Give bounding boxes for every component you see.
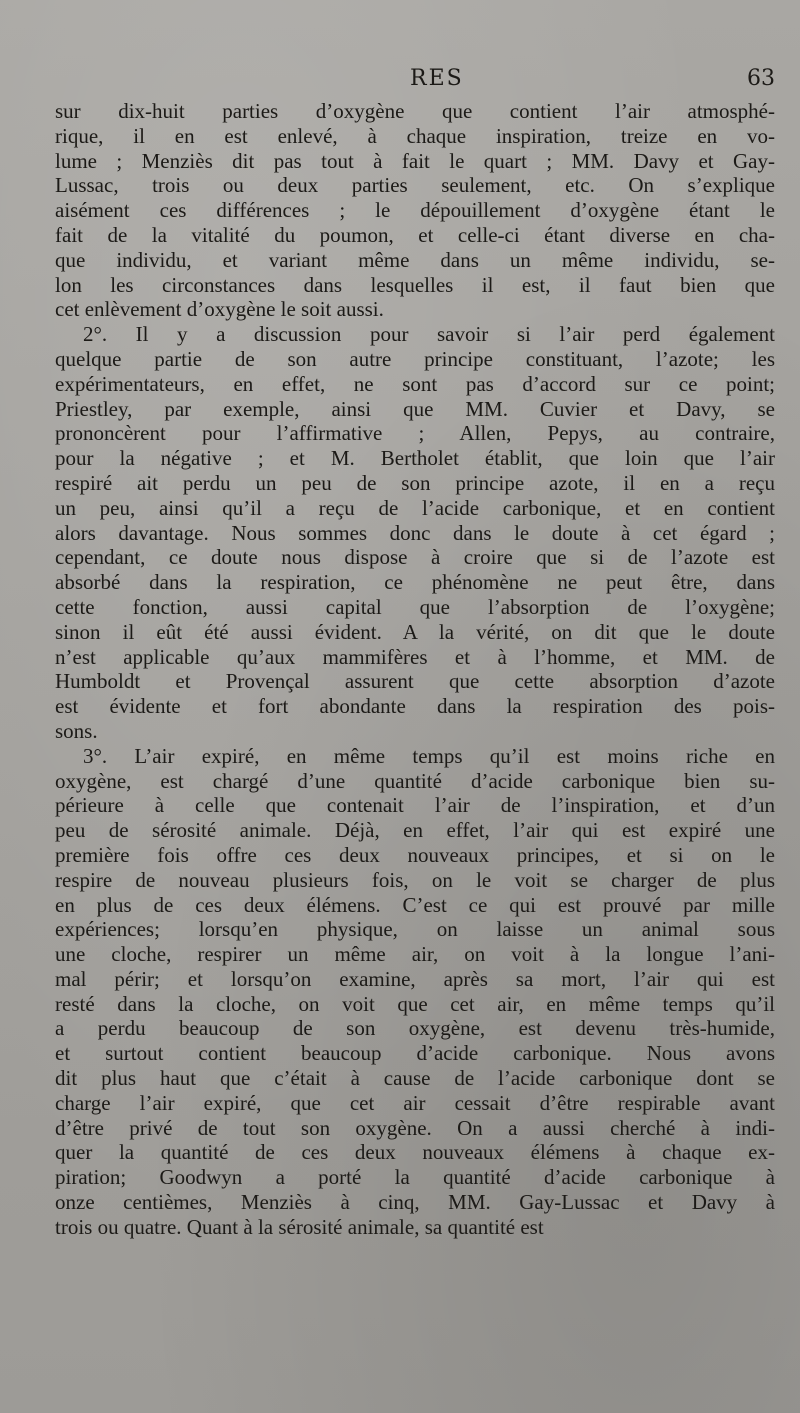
text-line: peu de sérosité animale. Déjà, en effet, l’air qui est expiré une — [55, 818, 775, 843]
text-line: resté dans la cloche, on voit que cet air, en même temps qu’il — [55, 991, 775, 1016]
text-line: 3°. L’air expiré, en même temps qu’il est moins riche en — [83, 743, 775, 768]
text-line: expérimentateurs, en effet, ne sont pas d’accord sur ce point; — [55, 371, 775, 396]
text-line: fait de la vitalité du poumon, et celle-ci étant diverse en cha- — [55, 222, 775, 247]
text-line: n’est applicable qu’aux mammifères et à l’homme, et MM. de — [55, 644, 775, 669]
text-line: Priestley, par exemple, ainsi que MM. Cuvier et Davy, se — [55, 396, 775, 421]
text-line: cependant, ce doute nous dispose à croire que si de l’azote est — [55, 545, 775, 570]
text-line: cet enlèvement d’oxygène le soit aussi. — [55, 297, 384, 322]
text-line: piration; Goodwyn a porté la quantité d’acide carbonique à — [55, 1165, 775, 1190]
text-line: périeure à celle que contenait l’air de l’inspiration, et d’un — [55, 793, 775, 818]
text-line: respiré ait perdu un peu de son principe azote, il en a reçu — [55, 470, 775, 495]
page-number: 63 — [747, 66, 775, 91]
text-line: cette fonction, aussi capital que l’absorption de l’oxygène; — [55, 594, 775, 619]
text-line: quelque partie de son autre principe constituant, l’azote; les — [55, 346, 775, 371]
text-line: a perdu beaucoup de son oxygène, est devenu très-humide, — [55, 1016, 775, 1041]
text-line: et surtout contient beaucoup d’acide carbonique. Nous avons — [55, 1041, 775, 1066]
text-line: alors davantage. Nous sommes donc dans le doute à cet égard ; — [55, 520, 775, 545]
text-line: pour la négative ; et M. Bertholet établit, que loin que l’air — [55, 446, 775, 471]
text-line: dit plus haut que c’était à cause de l’acide carbonique dont se — [55, 1066, 775, 1091]
text-line: prononcèrent pour l’affirmative ; Allen, Pepys, au contraire, — [55, 421, 775, 446]
body-text — [55, 99, 775, 1240]
text-line: quer la quantité de ces deux nouveaux élémens à chaque ex- — [55, 1140, 775, 1165]
text-line: en plus de ces deux élémens. C’est ce qui est prouvé par mille — [55, 892, 775, 917]
text-line: 2°. Il y a discussion pour savoir si l’air perd également — [83, 322, 775, 347]
text-line: d’être privé de tout son oxygène. On a aussi cherché à indi- — [55, 1115, 775, 1140]
text-line: lon les circonstances dans lesquelles il est, il faut bien que — [55, 272, 775, 297]
text-line: sinon il eût été aussi évident. A la vérité, on dit que le doute — [55, 619, 775, 644]
running-head: RES — [410, 66, 464, 91]
text-line: respire de nouveau plusieurs fois, on le voit se charger de plus — [55, 867, 775, 892]
text-line: que individu, et variant même dans un même individu, se- — [55, 247, 775, 272]
text-line: oxygène, est chargé d’une quantité d’acide carbonique bien su- — [55, 768, 775, 793]
text-line: lume ; Menziès dit pas tout à fait le quart ; MM. Davy et Gay- — [55, 148, 775, 173]
text-line: est évidente et fort abondante dans la respiration des pois- — [55, 694, 775, 719]
text-line: mal périr; et lorsqu’on examine, après sa mort, l’air qui est — [55, 966, 775, 991]
text-line: onze centièmes, Menziès à cinq, MM. Gay-Lussac et Davy à — [55, 1190, 775, 1215]
page-header — [55, 66, 775, 96]
text-line: expériences; lorsqu’en physique, on laisse un animal sous — [55, 917, 775, 942]
text-line: sons. — [55, 718, 98, 743]
text-line: sur dix-huit parties d’oxygène que contient l’air atmosphé- — [55, 99, 775, 123]
text-line: Lussac, trois ou deux parties seulement, etc. On s’explique — [55, 173, 775, 198]
text-line: charge l’air expiré, que cet air cessait d’être respirable avant — [55, 1090, 775, 1115]
text-line: aisément ces différences ; le dépouillement d’oxygène étant le — [55, 198, 775, 223]
text-line: première fois offre ces deux nouveaux principes, et si on le — [55, 842, 775, 867]
text-line: un peu, ainsi qu’il a reçu de l’acide carbonique, et en contient — [55, 495, 775, 520]
text-line: Humboldt et Provençal assurent que cette absorption d’azote — [55, 669, 775, 694]
text-line: absorbé dans la respiration, ce phénomène ne peut être, dans — [55, 570, 775, 595]
text-line: trois ou quatre. Quant à la sérosité animale, sa quantité est — [55, 1214, 544, 1239]
text-line: une cloche, respirer un même air, on voit à la longue l’ani- — [55, 942, 775, 967]
text-line: rique, il en est enlevé, à chaque inspiration, treize en vo- — [55, 123, 775, 148]
